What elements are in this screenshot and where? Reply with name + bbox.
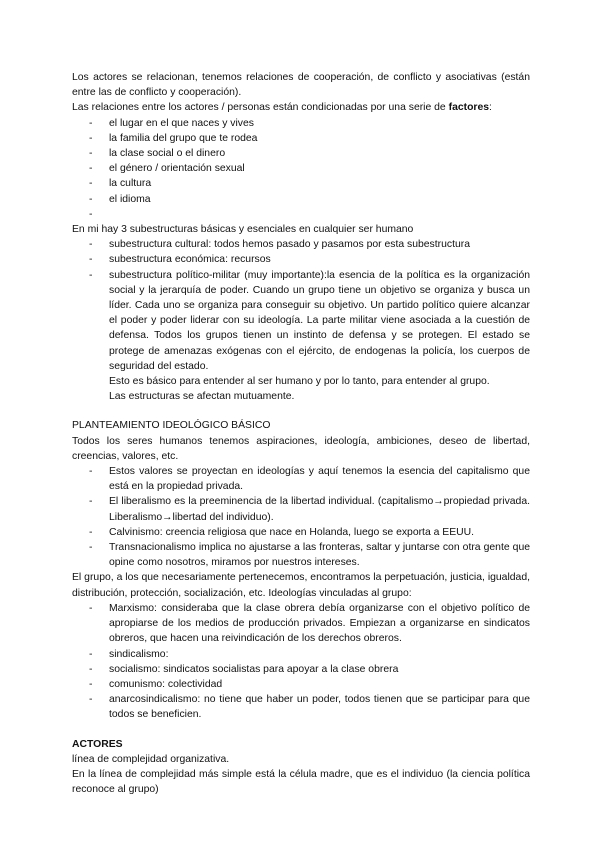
- subestructuras-heading: En mi hay 3 subestructuras básicas y esenciales en cualquier ser humano: [72, 224, 414, 236]
- subestructuras-list: [72, 237, 530, 374]
- ideologico-title: PLANTEAMIENTO IDEOLÓGICO BÁSICO: [72, 420, 271, 432]
- ideologico-intro: Todos los seres humanos tenemos aspiraciones, ideología, ambiciones, deseo de libertad, creencias, valores, etc.: [72, 435, 530, 462]
- list-item: - la familia del grupo que te rodea: [72, 131, 530, 146]
- intro-paragraph: Los actores se relacionan, tenemos relaciones de cooperación, de conflicto y asociativas (están entre las de conflicto y cooperación).: [72, 72, 530, 99]
- grupo-ideologias-list: [72, 601, 530, 723]
- subestructuras-note-1: Esto es básico para entender al ser humano y por lo tanto, para entender al grupo.: [109, 376, 490, 388]
- list-item: - Estos valores se proyectan en ideologías y aquí tenemos la esencia del capitalismo que está en la propiedad privada.: [72, 464, 530, 494]
- list-item: - Calvinismo: creencia religiosa que nace en Holanda, luego se exporta a EEUU.: [72, 525, 530, 540]
- list-item: - subestructura político-militar (muy importante):la esencia de la política es la organización social y la jerarquía de poder. Cuando un grupo tiene un objetivo se organiza y busca un líder. Cada uno se organiza para conseguir su objetivo. Un partido político quiere alcanzar el poder y poder liderar con su ideología. La parte militar viene asociada a la cuestión de defensa. Todos los grupos tienen un instinto de defensa y se protegen. El estado se protege de amenazas exógenas con el ejército, de endogenas la policía, los cuerpos de seguridad del estado.: [72, 268, 530, 374]
- grupo-paragraph: El grupo, a los que necesariamente pertenecemos, encontramos la perpetuación, justicia, igualdad, distribución, protección, socialización, etc. Ideologías vinculadas al grupo:: [72, 572, 530, 599]
- subestructuras-note-2: Las estructuras se afectan mutuamente.: [109, 391, 295, 403]
- list-item: - socialismo: sindicatos socialistas para apoyar a la clase obrera: [72, 662, 530, 677]
- factores-list: [72, 116, 530, 222]
- list-item: - Marxismo: consideraba que la clase obrera debía organizarse con el objetivo político de apropiarse de los medios de producción privados. Empiezan a organizarse en sindicatos obreros, que hacen una reivindicación de los derechos obreros.: [72, 601, 530, 647]
- actores-line-2: En la línea de complejidad más simple está la célula madre, que es el individuo (la ciencia política reconoce al grupo): [72, 768, 530, 796]
- ideologico-list: [72, 464, 530, 570]
- actores-line-1: línea de complejidad organizativa.: [72, 753, 230, 765]
- factores-colon: :: [489, 102, 492, 114]
- document-body: [72, 70, 530, 797]
- factores-bold: factores: [448, 102, 490, 114]
- list-item: - el género / orientación sexual: [72, 161, 530, 176]
- list-item: - el lugar en el que naces y vives: [72, 116, 530, 131]
- list-item: - sindicalismo:: [72, 647, 530, 662]
- factores-intro-text: Las relaciones entre los actores / personas están condicionadas por una serie de: [72, 102, 449, 114]
- list-item: - Transnacionalismo implica no ajustarse a las fronteras, saltar y juntarse con otra gente que opine como nosotros, miramos por nuestros intereses.: [72, 540, 530, 570]
- list-item: - anarcosindicalismo: no tiene que haber un poder, todos tienen que se participar para que todos se beneficien.: [72, 692, 530, 722]
- list-item: - el idioma: [72, 192, 530, 207]
- list-item: - comunismo: colectividad: [72, 677, 530, 692]
- list-item: [72, 207, 530, 222]
- list-item: - subestructura cultural: todos hemos pasado y pasamos por esta subestructura: [72, 237, 530, 252]
- list-item: - la cultura: [72, 176, 530, 191]
- list-item: - la clase social o el dinero: [72, 146, 530, 161]
- spacer: [72, 723, 530, 737]
- actores-title: ACTORES: [72, 738, 123, 750]
- factores-intro: [72, 100, 530, 115]
- list-item: - El liberalismo es la preeminencia de la libertad individual. (capitalismo→propiedad privada. Liberalismo→libertad del individuo).: [72, 494, 530, 524]
- spacer: [72, 404, 530, 418]
- list-item: - subestructura económica: recursos: [72, 252, 530, 267]
